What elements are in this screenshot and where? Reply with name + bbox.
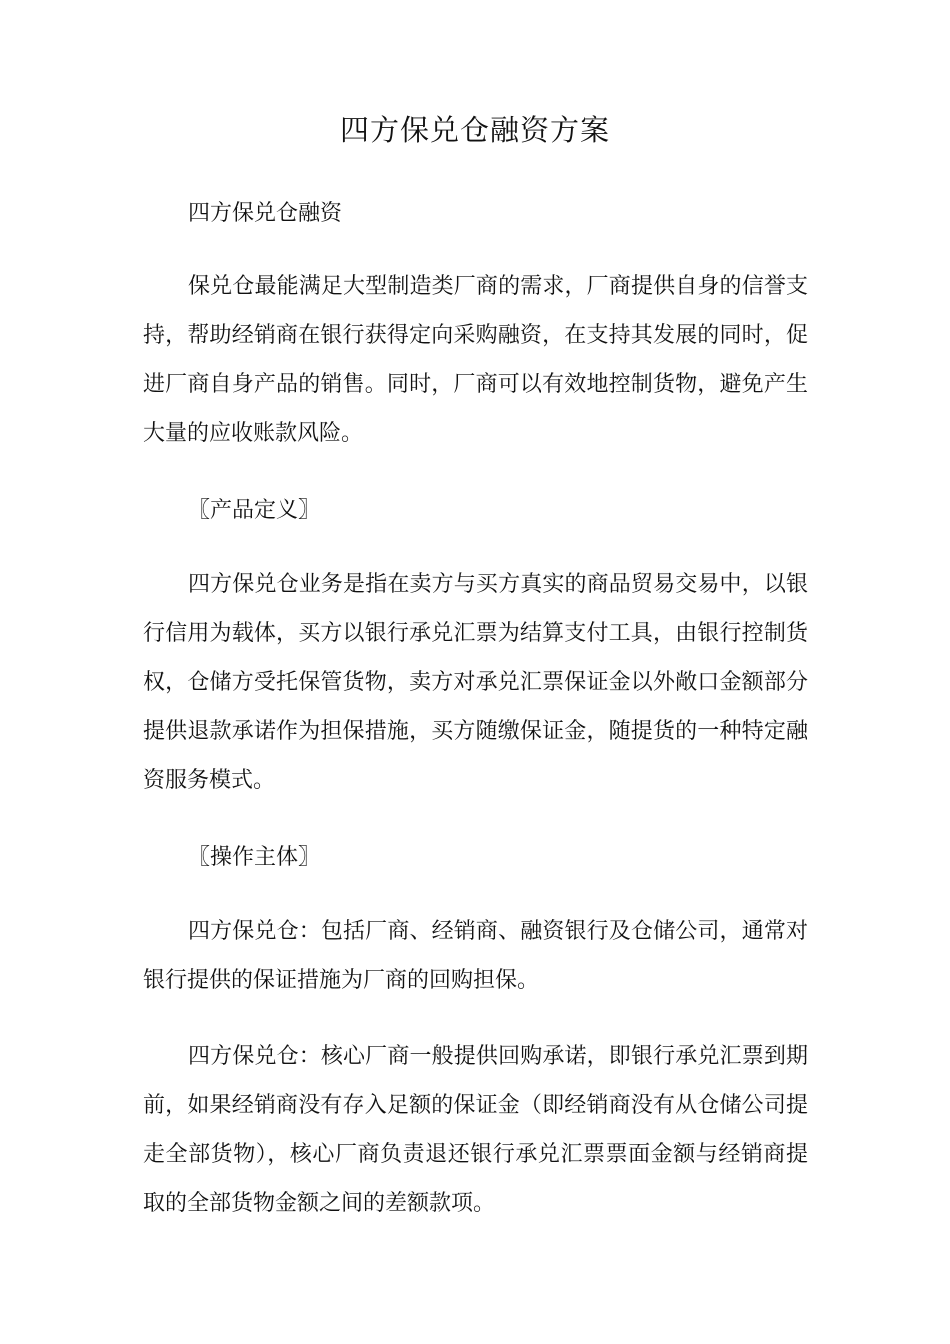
intro-paragraph: 保兑仓最能满足大型制造类厂商的需求，厂商提供自身的信誉支持，帮助经销商在银行获得定向采购融资，在支持其发展的同时，促进厂商自身产品的销售。同时，厂商可以有效地控制货物，避免产生大量的应收账款风险。 bbox=[143, 274, 808, 446]
parties-paragraph-2: 四方保兑仓：核心厂商一般提供回购承诺，即银行承兑汇票到期前，如果经销商没有存入足额的保证金（即经销商没有从仓储公司提走全部货物），核心厂商负责退还银行承兑汇票票面金额与经销商提取的全部货物金额之间的差额款项。 bbox=[143, 1044, 808, 1216]
definition-paragraph: 四方保兑仓业务是指在卖方与买方真实的商品贸易交易中，以银行信用为载体，买方以银行承兑汇票为结算支付工具，由银行控制货权，仓储方受托保管货物，卖方对承兑汇票保证金以外敞口金额部分提供退款承诺作为担保措施，买方随缴保证金，随提货的一种特定融资服务模式。 bbox=[143, 572, 808, 793]
parties-heading: 〖操作主体〗 bbox=[188, 845, 321, 870]
parties-paragraph-1: 四方保兑仓：包括厂商、经销商、融资银行及仓储公司，通常对银行提供的保证措施为厂商的回购担保。 bbox=[143, 919, 808, 993]
document-title: 四方保兑仓融资方案 bbox=[339, 113, 610, 147]
document-subtitle: 四方保兑仓融资 bbox=[188, 201, 343, 226]
definition-heading: 〖产品定义〗 bbox=[188, 498, 321, 523]
